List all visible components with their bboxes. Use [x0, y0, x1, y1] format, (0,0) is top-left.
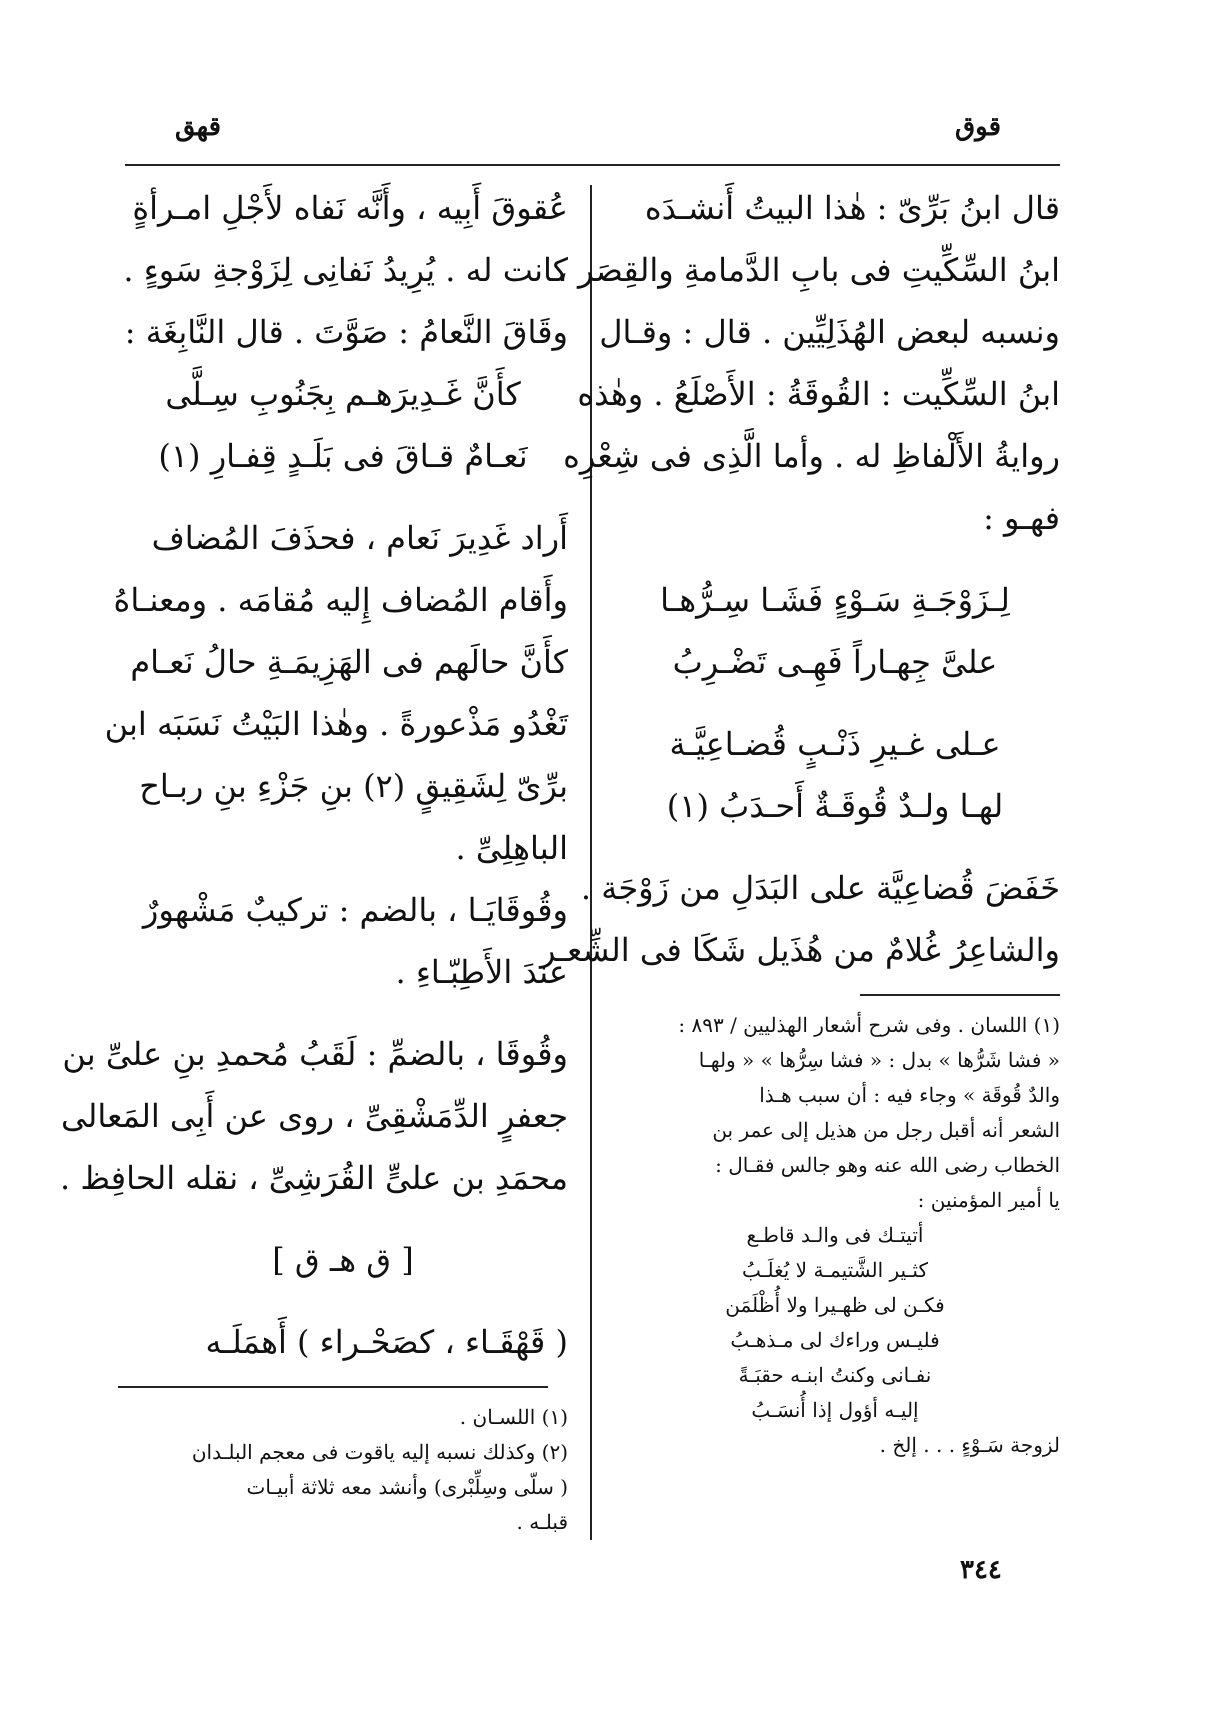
- footnote-line: لزوجة سَـوْءٍ . . . إلخ .: [879, 1433, 1060, 1457]
- text-line: ابنُ السِّكِّيتِ فى بابِ الدَّمامةِ والقِصَر ،: [557, 251, 1060, 289]
- right-column: [540, 180, 1060, 1463]
- text-line: تَغْدُو مَذْعورةً . وهٰذا البَيْتُ نَسَبَه ابن: [104, 705, 568, 743]
- verse-line: لهـا ولـدٌ قُوقَـةٌ أَحـدَبُ (١): [666, 787, 1004, 825]
- footnote-line: ( سلّى وسِلِّبْرى) وأنشد معه ثلاثة أبيـات: [246, 1475, 568, 1499]
- text-line: عندَ الأَطِبّـاءِ .: [395, 953, 568, 991]
- text-line: وقُوقَا ، بالضمِّ : لَقَبُ مُحمدِ بنِ علىِّ بن: [62, 1035, 568, 1073]
- footnote-rule: [860, 994, 1060, 996]
- entry-heading: [ ق هـ ق ]: [272, 1241, 414, 1279]
- text-line: ( قَهْقَـاء ، كصَحْـراء ) أَهمَلَـه: [205, 1323, 568, 1361]
- text-line: والشاعِرُ غُلامٌ من هُذَيل شَكَا فى الشِّعـر: [540, 931, 1060, 969]
- footnote-line: والدٌ قُوقَة » وجاء فيه : أن سبب هـذا: [759, 1083, 1060, 1107]
- verse-line: نَعـامٌ قـاقَ فى بَلَـدٍ قِفـارِ (١): [158, 437, 528, 475]
- text-line: وقَاقَ النَّعامُ : صَوَّتَ . قال النَّابِغَة :: [124, 313, 568, 351]
- page-number: ٣٤٤: [960, 1555, 1002, 1585]
- verse-line: لِـزَوْجَـةِ سَـوْءٍ فَشَـا سِـرُّهـا: [660, 581, 1010, 619]
- text-line: برِّىّ لِشَقِيقٍ (٢) بنِ جَزْءِ بنِ ربـاح: [139, 767, 568, 805]
- text-line: محمَدِ بن علىٍّ القُرَشِىِّ ، نقله الحافِظ .: [60, 1159, 568, 1197]
- text-line: كانت له . يُرِيدُ نَفانِى لِزَوْجةِ سَوءٍ .: [123, 251, 568, 289]
- text-line: خَفَضَ قُضاعِيَّة على البَدَلِ من زَوْجَة .: [580, 869, 1060, 907]
- verse-line: علىَّ جِهـاراً فَهِـى تَضْـرِبُ: [672, 643, 998, 681]
- footnote-line: الشعر أنه أقبل رجل من هذيل إلى عمر بن: [712, 1118, 1060, 1142]
- footnote-line: الخطاب رضى الله عنه وهو جالس فقـال :: [715, 1153, 1060, 1177]
- text-line: كأَنَّ حالَهم فى الهَزِيمَـةِ حالُ نَعـام: [130, 643, 568, 681]
- text-line: وقُوقَايَـا ، بالضم : تركيبٌ مَشْهورٌ: [142, 891, 568, 929]
- footnote-verse: كثـير الشَّتيمـة لا يُغلَـبُ: [741, 1258, 928, 1282]
- footnote-line: (١) اللسان . وفى شرح أشعار الهذليين / ٨٩٣ :: [678, 1013, 1060, 1037]
- footnote-verse: فكـن لى ظهـيرا ولا أُظْلَمَن: [725, 1293, 945, 1317]
- footnote-verse: إليـه أؤول إذا أُنسَـبُ: [751, 1398, 919, 1422]
- verse-line: كأَنَّ غَـدِيرَهـم بِجَنُوبِ سِـلَّى: [165, 375, 521, 413]
- text-line: الباهِلِىِّ .: [455, 829, 568, 867]
- left-column: [60, 180, 568, 1540]
- footnote-line: يا أمير المؤمنين :: [917, 1188, 1060, 1212]
- header-rule: [125, 164, 1060, 166]
- footnote-verse: نفـانى وكنتُ ابنـه حقبَـةً: [738, 1363, 932, 1387]
- text-line: ونسبه لبعض الهُذَلِيِّين . قال : وقـال: [599, 313, 1060, 351]
- text-line: عُقوقَ أَبِيه ، وأَنَّه نَفاه لأَجْلِ امـرأةٍ: [132, 189, 568, 227]
- text-line: فهـو :: [983, 499, 1060, 537]
- footnote-verse: فليـس وراءك لى مـذهـبُ: [730, 1328, 940, 1352]
- text-line: وأَقام المُضاف إِليه مُقامَه . ومعنـاهُ: [113, 581, 568, 619]
- footnote-line: قبلـه .: [516, 1510, 568, 1534]
- footnote-line: « فشا شَرُّها » بدل : « فشا سِرُّها » « ولهـا: [698, 1048, 1060, 1072]
- running-header-left: قهق: [175, 112, 222, 142]
- running-header-right: قوق: [955, 112, 1002, 142]
- footnote-verse: أتيتـك فى والـد قاطـع: [746, 1223, 924, 1247]
- text-line: جعفرٍ الدِّمَشْقِىِّ ، روى عن أَبِى المَعالى: [60, 1097, 568, 1135]
- text-line: ابنُ السِّكِّيت : القُوقَةُ : الأَصْلَعُ . وهٰذه: [577, 375, 1060, 413]
- text-line: روايةُ الأَلْفاظِ له . وأما الَّذِى فى شِعْرِه: [563, 437, 1060, 475]
- footnote-line: (١) اللسـان .: [459, 1405, 568, 1429]
- footnote-rule: [118, 1386, 548, 1388]
- text-line: قال ابنُ بَرِّىّ : هٰذا البيتُ أَنشـدَه: [644, 189, 1060, 227]
- footnote-line: (٢) وكذلك نسبه إليه ياقوت فى معجم البلـدان: [191, 1440, 568, 1464]
- text-line: أَراد غَدِيرَ نَعام ، فحذَفَ المُضاف: [151, 519, 568, 557]
- verse-line: عـلى غـيرِ ذَنْـبٍ قُضـاعِيَّـة: [669, 725, 1001, 763]
